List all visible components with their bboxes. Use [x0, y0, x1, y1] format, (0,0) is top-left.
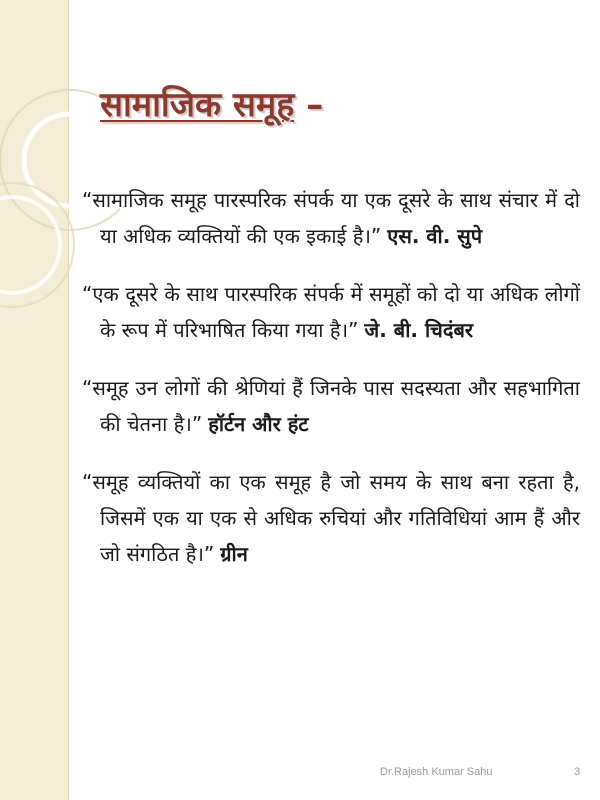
quote-author: एस. वी. सुपे [387, 224, 483, 248]
slide-title: सामाजिक समूह [100, 85, 295, 125]
quote-text: “सामाजिक समूह पारस्परिक संपर्क या एक दूसरे के साथ संचार में दो या अधिक व्यक्तियों की एक इकाई है।” [82, 188, 580, 248]
title-dash: – [306, 85, 324, 125]
quote-item [82, 276, 580, 348]
footer-author: Dr.Rajesh Kumar Sahu [380, 766, 493, 778]
quotes-list [82, 182, 580, 594]
quote-text: “समूह व्यक्तियों का एक समूह है जो समय के साथ बना रहता है, जिसमें एक या एक से अधिक रुचियां और गतिविधियां आम हैं और जो संगठित है।” [82, 470, 580, 566]
quote-author: ग्रीन [220, 542, 248, 566]
quote-item [82, 182, 580, 254]
quote-text: “एक दूसरे के साथ पारस्परिक संपर्क में समूहों को दो या अधिक लोगों के रूप में परिभाषित किया गया है।” [82, 282, 580, 342]
page-number: 3 [574, 766, 581, 778]
quote-item [82, 370, 580, 442]
quote-text: “समूह उन लोगों की श्रेणियां हैं जिनके पास सदस्यता और सहभागिता की चेतना है।” [82, 376, 580, 436]
quote-author: जे. बी. चिदंबर [364, 318, 474, 342]
quote-item [82, 464, 580, 572]
quote-author: हॉर्टन और हंट [208, 412, 309, 436]
slide-title-row [100, 80, 323, 126]
